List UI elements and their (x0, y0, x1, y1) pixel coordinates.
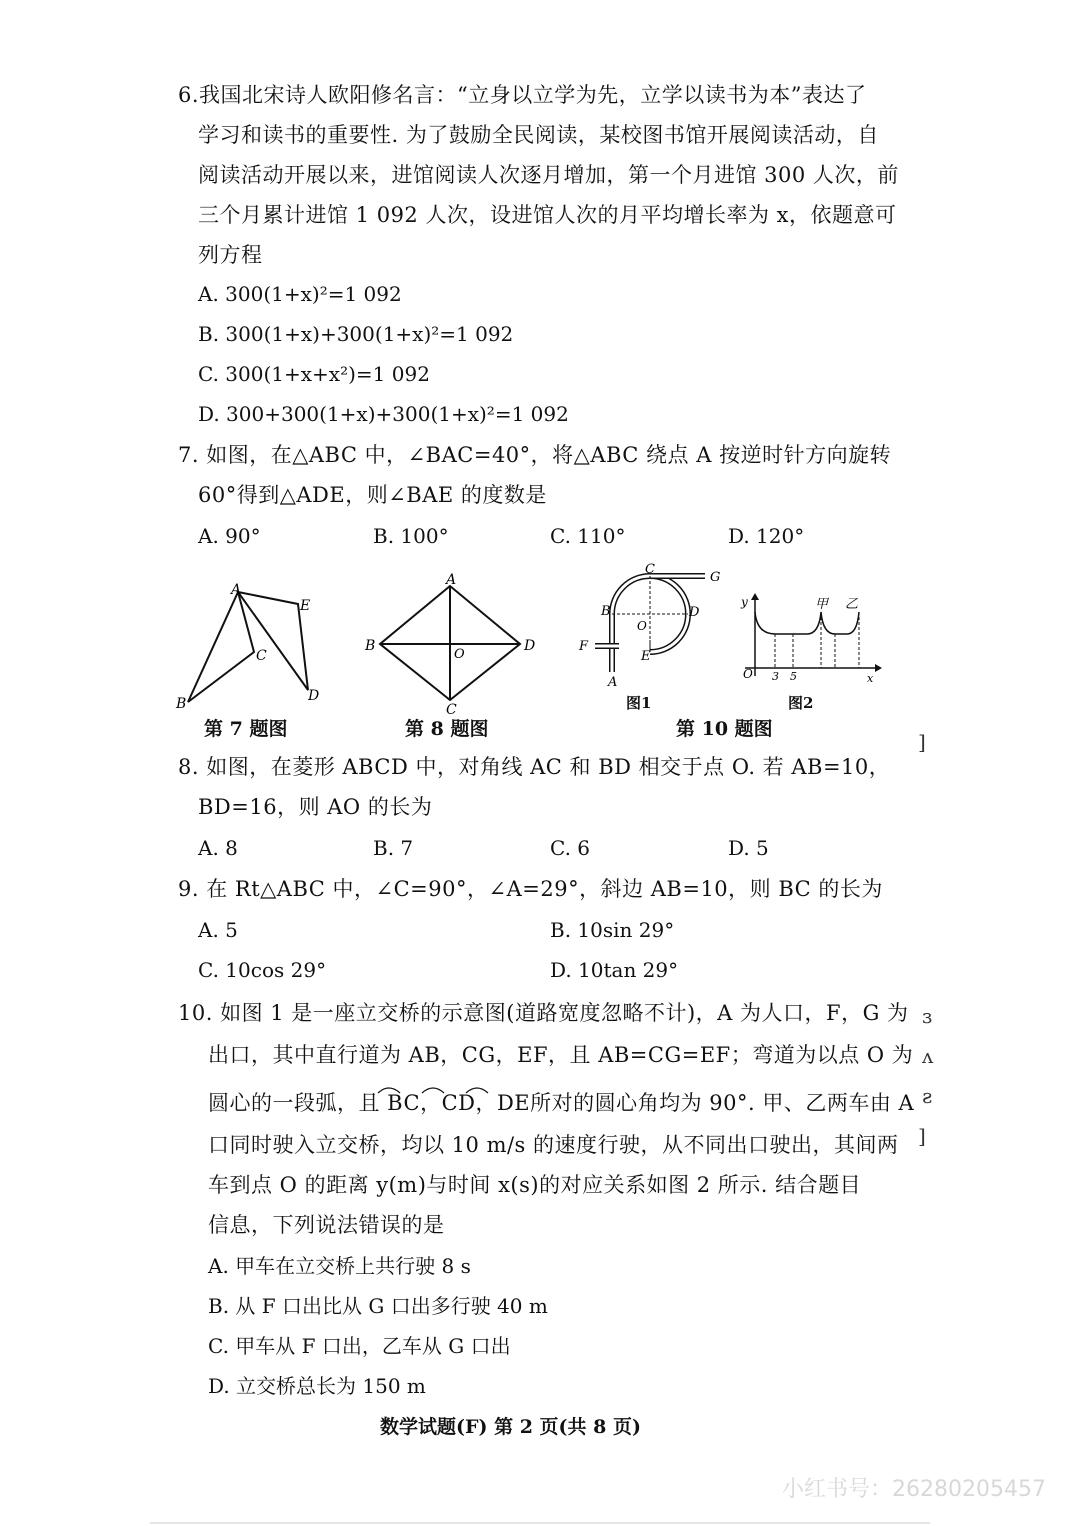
q9-option-d: D. 10tan 29° (550, 958, 679, 982)
q6-line-2: 学习和读书的重要性. 为了鼓励全民阅读，某校图书馆开展阅读活动，自 (198, 123, 879, 147)
fig10-label-b: B (601, 604, 611, 619)
q10-option-b: B. 从 F 口出比从 G 口出多行驶 40 m (208, 1294, 548, 1318)
distance-curve (755, 612, 859, 634)
q10-line-2: 出口，其中直行道为 AB，CG，EF，且 AB=CG=EF；弯道为以点 O 为 (208, 1043, 914, 1067)
q9-option-b: B. 10sin 29° (550, 918, 675, 942)
fig10-label-c: C (645, 562, 655, 577)
figure-10-graph-2 (735, 590, 885, 690)
fig7-label-e: E (300, 598, 311, 614)
q6-option-d: D. 300+300(1+x)+300(1+x)²=1 092 (198, 402, 569, 426)
fig10-caption: 第 10 题图 (676, 718, 773, 740)
edge-mark-3: ʌ (922, 1044, 934, 1068)
fig7-label-a: A (231, 582, 242, 598)
q9-line-1: 9. 在 Rt△ABC 中，∠C=90°，∠A=29°，斜边 AB=10，则 BC 的长为 (178, 877, 883, 901)
edge-mark-5: ] (918, 1124, 926, 1148)
fig10-label-f: F (579, 639, 589, 654)
q9-option-c: C. 10cos 29° (198, 958, 327, 982)
q8-option-a: A. 8 (198, 836, 238, 860)
q6-option-b: B. 300(1+x)+300(1+x)²=1 092 (198, 322, 514, 346)
fig8-caption: 第 8 题图 (405, 718, 489, 740)
fig10-label-a: A (608, 675, 618, 690)
bottom-edge (150, 1522, 930, 1524)
q10-line-6: 信息，下列说法错误的是 (208, 1213, 445, 1237)
arc-symbol-bc (378, 1088, 400, 1093)
graph2-label-yi: 乙 (845, 597, 859, 612)
fig7-label-b: B (176, 696, 187, 712)
q6-option-a: A. 300(1+x)²=1 092 (198, 282, 402, 306)
fig8-label-c: C (446, 702, 457, 717)
x-axis-arrow (875, 664, 882, 672)
graph2-label-origin: O (743, 667, 753, 681)
fig8-label-a: A (446, 572, 457, 588)
q10-line-1: 10. 如图 1 是一座立交桥的示意图(道路宽度忽略不计)，A 为人口，F，G 为 (178, 1001, 909, 1025)
fig8-label-o: O (454, 647, 465, 662)
arc-bc-inner (612, 576, 650, 614)
edge-mark-2: ɜ (922, 1004, 933, 1028)
fig10-label-d: D (689, 605, 700, 620)
fig7-label-d: D (308, 688, 320, 704)
fig8-label-d: D (524, 638, 536, 654)
q7-option-b: B. 100° (373, 524, 449, 548)
fig7-caption: 第 7 题图 (204, 718, 288, 740)
q8-option-b: B. 7 (373, 836, 414, 860)
fig10-label-o: O (637, 619, 647, 633)
page-footer: 数学试题(F) 第 2 页(共 8 页) (380, 1416, 641, 1438)
edge-mark-1: ] (918, 730, 926, 754)
figure-7 (170, 580, 340, 715)
graph2-label-jia: 甲 (815, 597, 829, 612)
triangle-ade (238, 592, 311, 690)
q6-line-4: 三个月累计进馆 1 092 人次，设进馆人次的月平均增长率为 x，依题意可 (198, 203, 897, 227)
q9-option-a: A. 5 (198, 918, 238, 942)
q8-line-1: 8. 如图，在菱形 ABCD 中，对角线 AC 和 BD 相交于点 O. 若 AB=10， (178, 755, 891, 779)
fig7-label-c: C (256, 648, 267, 664)
edge-mark-4: ƨ (922, 1084, 933, 1108)
graph2-tick-5: 5 (790, 670, 797, 683)
q10-line-4: 口同时驶入立交桥，均以 10 m/s 的速度行驶，从不同出口驶出，其间两 (208, 1133, 899, 1157)
fig8-label-b: B (365, 638, 376, 654)
q8-option-c: C. 6 (550, 836, 591, 860)
q7-line-1: 7. 如图，在△ABC 中，∠BAC=40°，将△ABC 绕点 A 按逆时针方向旋转 (178, 443, 892, 467)
graph2-label-x: x (867, 672, 874, 685)
q6-line-5: 列方程 (198, 243, 263, 267)
figure-10-diagram-1 (575, 560, 730, 690)
q6-line-3: 阅读活动开展以来，进馆阅读人次逐月增加，第一个月进馆 300 人次，前 (198, 163, 899, 187)
q10-option-c: C. 甲车从 F 口出，乙车从 G 口出 (208, 1334, 511, 1358)
fig10-label-g: G (710, 570, 721, 585)
q6-line-1: 6.我国北宋诗人欧阳修名言：“立身以立学为先，立学以读书为本”表达了 (178, 83, 867, 107)
q7-option-a: A. 90° (198, 524, 261, 548)
fig10-label-e: E (641, 649, 651, 664)
arc-symbols (374, 1083, 504, 1095)
arc-symbol-de (466, 1088, 488, 1093)
q7-line-2: 60°得到△ADE，则∠BAE 的度数是 (198, 483, 547, 507)
q8-option-d: D. 5 (728, 836, 769, 860)
q7-option-d: D. 120° (728, 524, 805, 548)
y-axis-arrow (751, 593, 759, 600)
q10-line-3: 圆心的一段弧，且 BC，CD，DE所对的圆心角均为 90°. 甲、乙两车由 A (208, 1091, 915, 1115)
q8-line-2: BD=16，则 AO 的长为 (198, 795, 433, 819)
q7-option-c: C. 110° (550, 524, 626, 548)
fig10-subcaption-2: 图2 (788, 694, 814, 712)
arc-symbol-cd (422, 1088, 444, 1093)
q10-line-5: 车到点 O 的距离 y(m)与时间 x(s)的对应关系如图 2 所示. 结合题目 (208, 1173, 862, 1197)
figure-8 (360, 572, 550, 717)
q10-option-d: D. 立交桥总长为 150 m (208, 1374, 426, 1398)
graph2-tick-3: 3 (772, 670, 779, 683)
graph2-label-y: y (741, 595, 748, 609)
watermark: 小红书号：26280205457 (782, 1477, 1046, 1502)
triangle-abc (188, 592, 254, 702)
q10-option-a: A. 甲车在立交桥上共行驶 8 s (208, 1254, 471, 1278)
fig10-subcaption-1: 图1 (626, 694, 652, 712)
q6-option-c: C. 300(1+x+x²)=1 092 (198, 362, 430, 386)
